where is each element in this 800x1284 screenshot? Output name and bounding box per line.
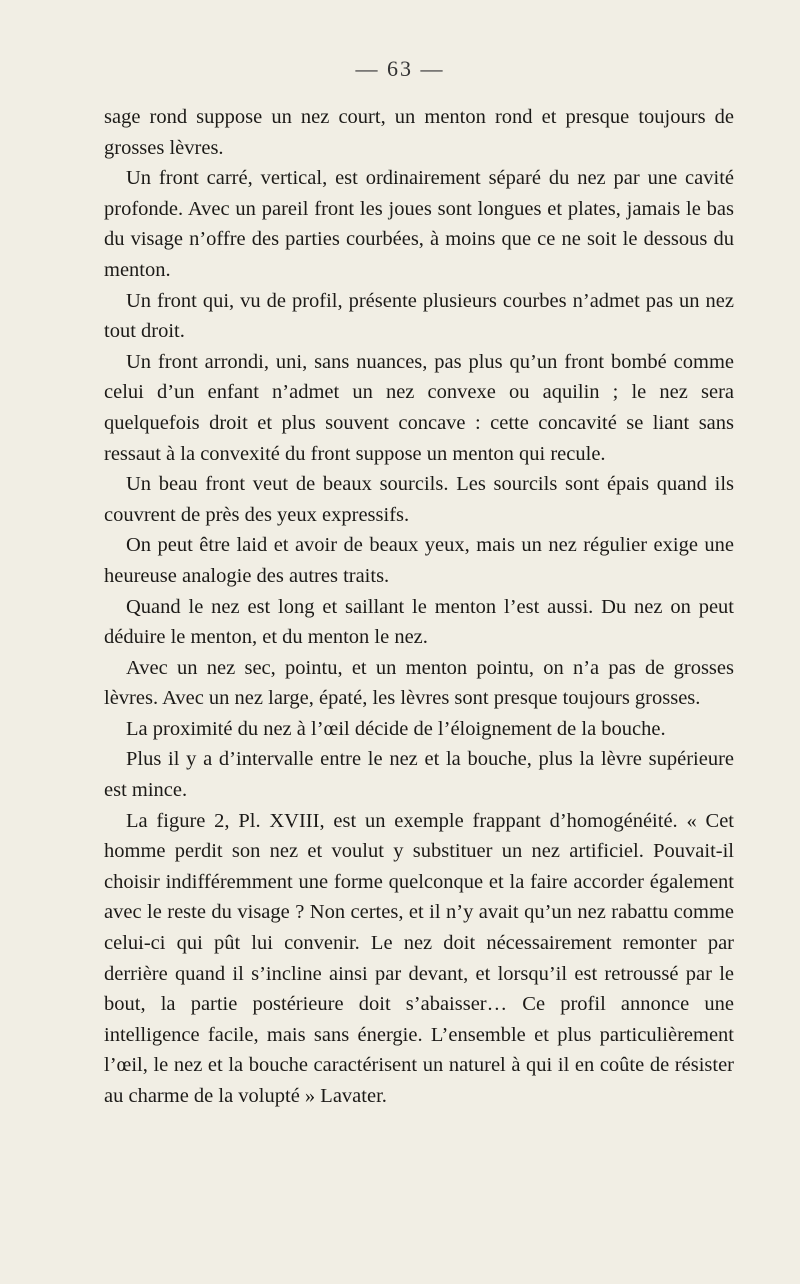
paragraph-4: Un front arrondi, uni, sans nuances, pas plus qu’un front bombé comme celui d’un enfant n’admet un nez convexe ou aquilin ; le nez sera quelquefois droit et plus souvent concave : cette concavité se liant sans ressaut à la convexité du front suppose un menton qui recule.: [104, 350, 734, 465]
paragraph-3: Un front qui, vu de profil, présente plusieurs courbes n’admet pas un nez tout droit.: [104, 289, 734, 343]
paragraph-2: Un front carré, vertical, est ordinairement séparé du nez par une cavité profonde. Avec un pareil front les joues sont longues et plates, jamais le bas du visage n’offre des parties courbées, à moins que ce ne soit le dessous du menton.: [104, 167, 734, 281]
paragraph-7: Quand le nez est long et saillant le menton l’est aussi. Du nez on peut déduire le menton, et du menton le nez.: [104, 595, 734, 649]
paragraph-6: On peut être laid et avoir de beaux yeux, mais un nez régulier exige une heureuse analogie des autres traits.: [104, 534, 734, 587]
paragraph-10: Plus il y a d’intervalle entre le nez et la bouche, plus la lèvre supérieure est mince.: [104, 748, 734, 802]
paragraph-9: La proximité du nez à l’œil décide de l’éloignement de la bouche.: [126, 717, 666, 740]
paragraph-1: sage rond suppose un nez court, un menton rond et presque toujours de grosses lèvres.: [104, 106, 734, 159]
page-number: — 63 —: [355, 56, 445, 81]
paragraph-8: Avec un nez sec, pointu, et un menton pointu, on n’a pas de grosses lèvres. Avec un nez large, épaté, les lèvres sont presque toujours grosses.: [104, 656, 734, 710]
body-text: [104, 102, 734, 1112]
paragraph-5: Un beau front veut de beaux sourcils. Les sourcils sont épais quand ils couvrent de près des yeux expressifs.: [104, 473, 734, 526]
paragraph-11: La figure 2, Pl. XVIII, est un exemple frappant d’homogénéité. « Cet homme perdit son nez et voulut y substituer un nez artificiel. Pouvait-il choisir indifféremment une forme quelconque et la faire accorder également avec le reste du visage ? Non certes, et il n’y avait qu’un nez rabattu comme celui-ci qui pût lui convenir. Le nez doit nécessairement remonter par derrière quand il s’incline ainsi par devant, et lorsqu’il est retroussé par le bout, la partie postérieure doit s’abaisser… Ce profil annonce une intelligence facile, mais sans énergie. L’ensemble et plus particulièrement l’œil, le nez et la bouche caractérisent un naturel à qui il en coûte de résister au charme de la volupté » Lavater.: [104, 809, 734, 1107]
